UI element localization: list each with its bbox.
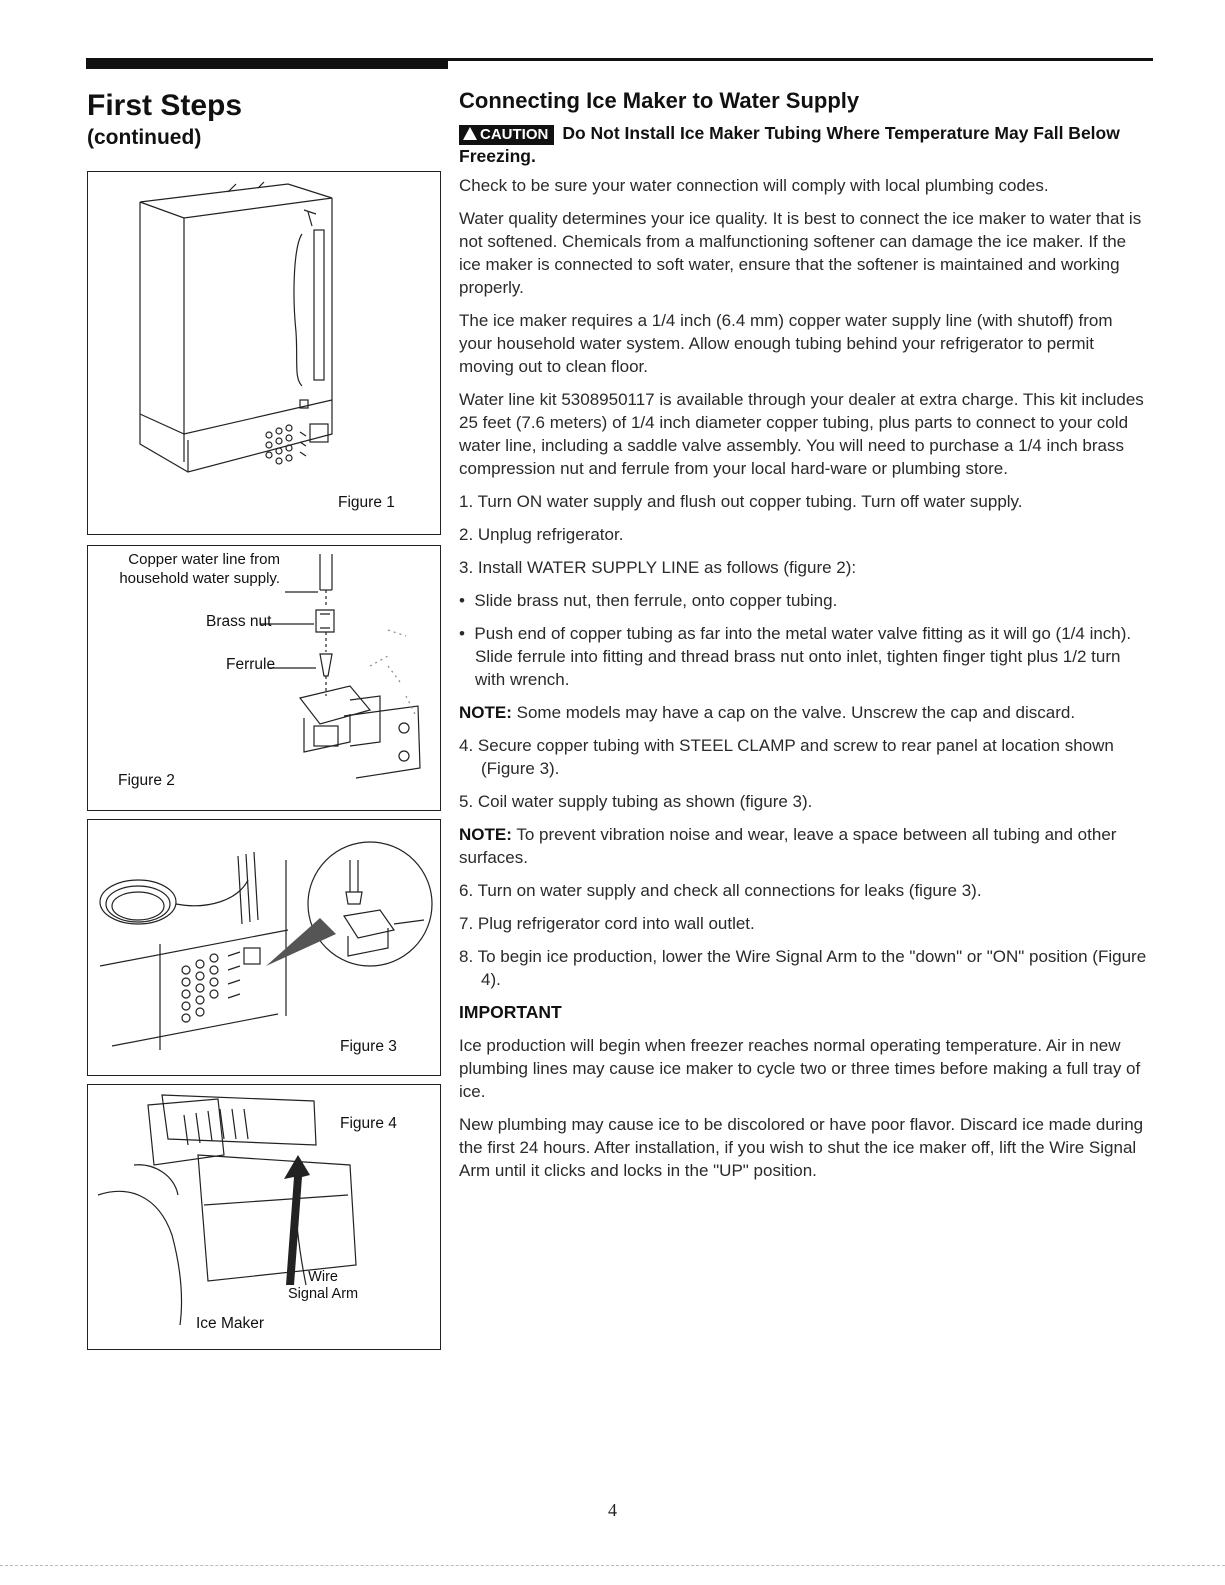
bullet-item: • Push end of copper tubing as far into the metal water valve fitting as it will go (1/4 inch). Slide ferrule into fitting and thread brass nut onto inlet, tighten finger tight plus 1/2 turn with wrench. (459, 624, 1132, 689)
figure-4-label: Figure 4 (340, 1115, 397, 1132)
figure-3-label: Figure 3 (340, 1038, 397, 1055)
paragraph-requirements: The ice maker requires a 1/4 inch (6.4 mm) copper water supply line (with shutoff) from your household water system. Allow enough tubing behind your refrigerator to permit moving out to clean floor. (459, 311, 1113, 376)
figure-2 (87, 545, 441, 811)
figure-3 (87, 819, 441, 1076)
step-7: 7. Plug refrigerator cord into wall outlet. (459, 914, 755, 933)
header-rule-thin (448, 58, 1153, 61)
important-paragraph-2: New plumbing may cause ice to be discolored or have poor flavor. Discard ice made during the first 24 hours. After installation, if you wish to shut the ice maker off, lift the Wire Signal Arm until it clicks and locks in the "UP" position. (459, 1115, 1144, 1180)
page-title: First Steps (87, 89, 243, 122)
caution-statement: CAUTION Do Not Install Ice Maker Tubing Where Temperature May Fall Below Freezing. (459, 123, 1120, 166)
important-paragraph-1: Ice production will begin when freezer reaches normal operating temperature. Air in new plumbing lines may cause ice maker to cycle two or three times before making a full tray of ice. (459, 1036, 1141, 1101)
important-heading: IMPORTANT (459, 1002, 562, 1022)
figure-2-label: Figure 2 (118, 772, 175, 789)
step-2: 2. Unplug refrigerator. (459, 525, 624, 544)
paragraph-water-quality: Water quality determines your ice quality. It is best to connect the ice maker to water that is not softened. Chemicals from a malfunctioning softener can damage the ice maker. If the ice maker is connected to soft water, ensure that the softener is maintained and working properly. (459, 209, 1142, 297)
warning-triangle-icon (463, 127, 477, 140)
step-6: 6. Turn on water supply and check all connections for leaks (figure 3). (459, 881, 982, 900)
callout-brass-nut: Brass nut (206, 613, 272, 630)
page-subtitle: (continued) (87, 126, 202, 149)
bullet-item: • Slide brass nut, then ferrule, onto copper tubing. (459, 591, 838, 610)
paragraph-codes: Check to be sure your water connection will comply with local plumbing codes. (459, 176, 1049, 195)
callout-copper-line: Copper water line from household water supply. (119, 551, 280, 587)
note-vibration: NOTE: To prevent vibration noise and wear, leave a space between all tubing and other surfaces. (459, 825, 1117, 867)
figure-1-label: Figure 1 (338, 494, 395, 511)
step-3: 3. Install WATER SUPPLY LINE as follows (figure 2): (459, 558, 857, 577)
callout-wire-signal-arm: Wire Signal Arm (288, 1269, 359, 1302)
step-5: 5. Coil water supply tubing as shown (figure 3). (459, 792, 813, 811)
ice-maker-caption: Ice Maker (196, 1315, 265, 1332)
page-number: 4 (608, 1500, 617, 1520)
note-cap: NOTE: Some models may have a cap on the valve. Unscrew the cap and discard. (459, 703, 1076, 722)
section-heading (87, 88, 242, 152)
figure-4 (87, 1084, 441, 1350)
header-rule-thick (86, 58, 448, 69)
page-bottom-rule (0, 1565, 1225, 1566)
callout-ferrule: Ferrule (226, 656, 276, 673)
instructions-column (459, 86, 1149, 1192)
paragraph-kit: Water line kit 5308950117 is available through your dealer at extra charge. This kit includes 25 feet (7.6 meters) of 1/4 inch diameter copper tubing, plus parts to connect to your cold water line, including a saddle valve assembly. You will need to purchase a 1/4 inch brass compression nut and ferrule from your local hard-ware or plumbing store. (459, 390, 1144, 478)
step-8: 8. To begin ice production, lower the Wire Signal Arm to the "down" or "ON" position (Figure 4). (459, 947, 1147, 989)
figure-1 (87, 171, 441, 535)
step-4: 4. Secure copper tubing with STEEL CLAMP and screw to rear panel at location shown (Figure 3). (459, 736, 1114, 778)
tubing-coil-illustration (88, 820, 440, 1075)
step-1: 1. Turn ON water supply and flush out copper tubing. Turn off water supply. (459, 492, 1023, 511)
section-title: Connecting Ice Maker to Water Supply (459, 88, 860, 113)
caution-badge: CAUTION (459, 125, 554, 145)
refrigerator-rear-illustration (88, 172, 440, 534)
